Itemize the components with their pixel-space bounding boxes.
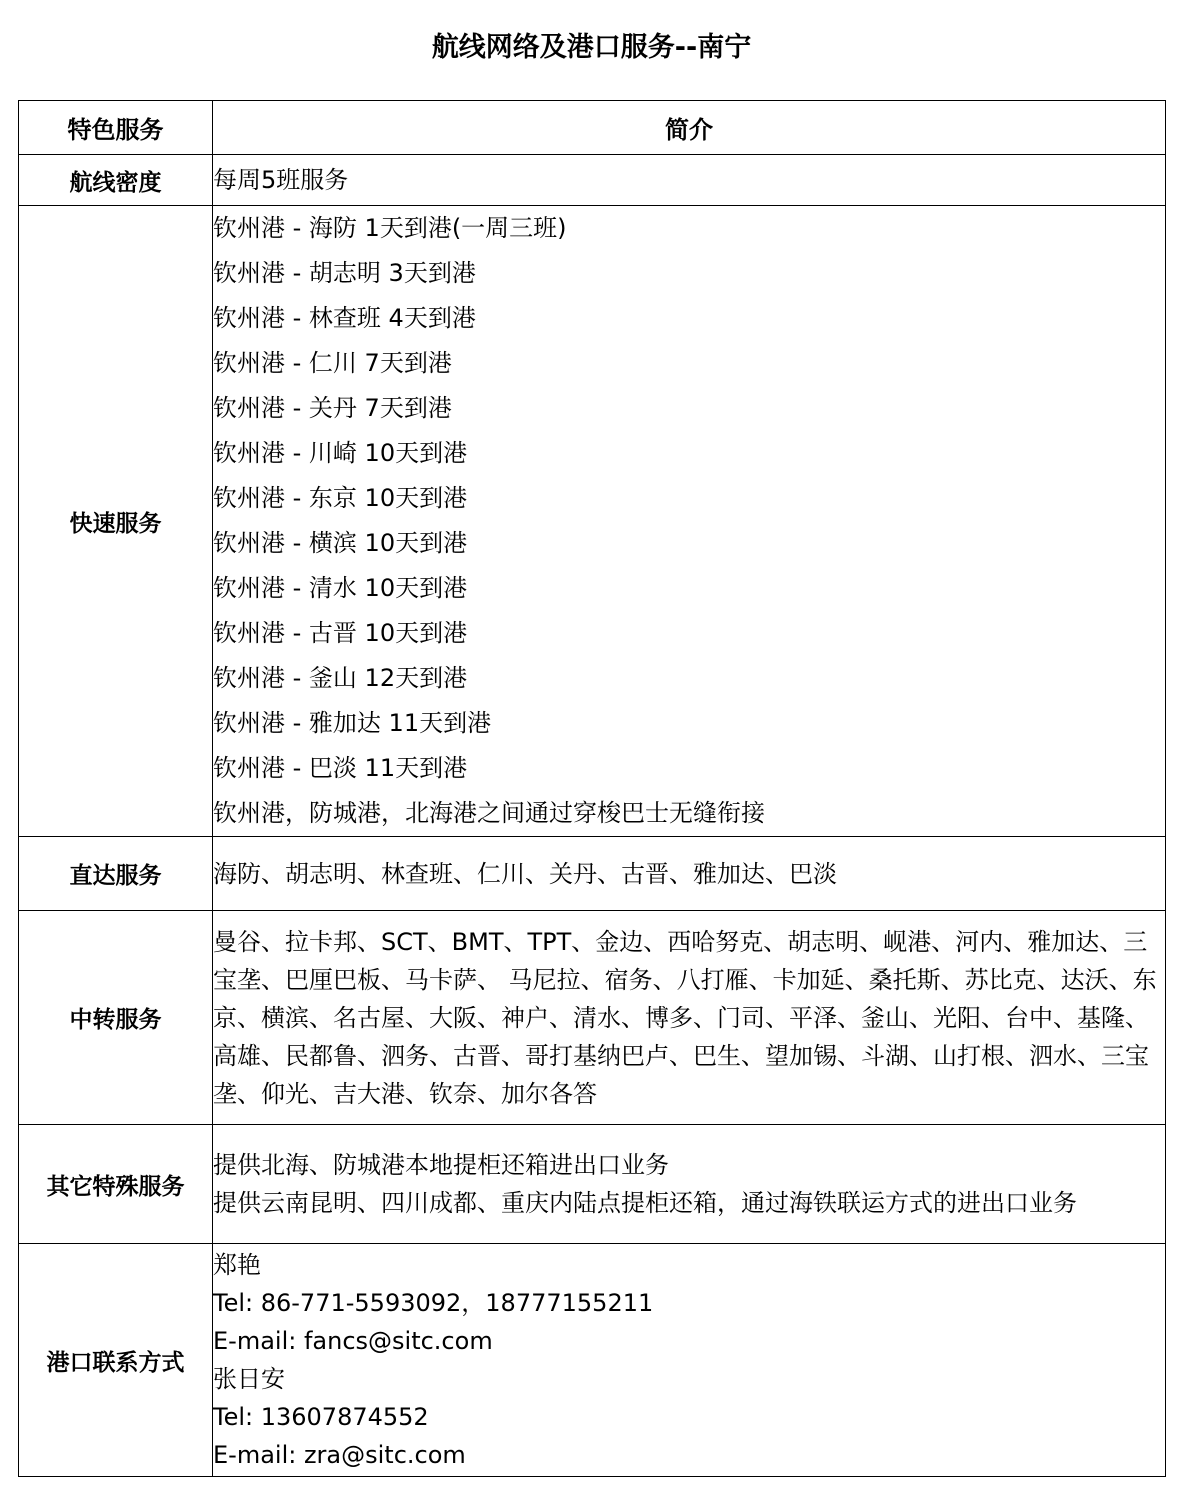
row-label-direct: 直达服务 (19, 837, 213, 911)
fast-route-line: 钦州港 - 川崎 10天到港 (213, 439, 468, 467)
table-row-density (19, 155, 1166, 206)
row-content-contact (213, 1244, 1166, 1477)
header-feature-service: 特色服务 (19, 101, 213, 155)
table-row-other (19, 1125, 1166, 1244)
fast-route-line: 钦州港 - 关丹 7天到港 (213, 394, 452, 422)
table-row-transfer (19, 911, 1166, 1125)
fast-route-line: 钦州港 - 横滨 10天到港 (213, 529, 468, 557)
contact-phone: Tel: 86-771-5593092，18777155211 (213, 1289, 654, 1317)
fast-route-line: 钦州港 - 雅加达 11天到港 (213, 709, 492, 737)
contact-phone: Tel: 13607874552 (213, 1403, 429, 1431)
row-label-transfer: 中转服务 (19, 911, 213, 1125)
other-service-line: 提供北海、防城港本地提柜还箱进出口业务 (213, 1151, 669, 1179)
fast-route-shuttle-note: 钦州港，防城港，北海港之间通过穿梭巴士无缝衔接 (213, 799, 765, 827)
fast-route-line: 钦州港 - 仁川 7天到港 (213, 349, 452, 377)
contact-email: E-mail: zra@sitc.com (213, 1441, 466, 1469)
table-header-row (19, 101, 1166, 155)
transfer-port-list: 曼谷、拉卡邦、SCT、BMT、TPT、金边、西哈努克、胡志明、岘港、河内、雅加达、三宝垄、巴厘巴板、马卡萨、 马尼拉、宿务、八打雁、卡加延、桑托斯、苏比克、达沃、东京、横滨、名古屋、大阪、神户、清水、博多、门司、平泽、釜山、光阳、台中、基隆、高雄、民都鲁、泗务、古晋、哥打基纳巴卢、巴生、望加锡、斗湖、山打根、泗水、三宝垄、仰光、吉大港、钦奈、加尔各答 (213, 927, 1157, 1108)
fast-route-line: 钦州港 - 海防 1天到港(一周三班) (213, 214, 567, 242)
row-content-transfer (213, 911, 1166, 1125)
fast-route-line: 钦州港 - 胡志明 3天到港 (213, 259, 476, 287)
row-content-other (213, 1125, 1166, 1244)
page-title: 航线网络及港口服务--南宁 (431, 32, 752, 63)
other-service-line: 提供云南昆明、四川成都、重庆内陆点提柜还箱，通过海铁联运方式的进出口业务 (213, 1189, 1077, 1217)
header-introduction: 简介 (213, 101, 1166, 155)
fast-route-line: 钦州港 - 釜山 12天到港 (213, 664, 468, 692)
fast-route-line: 钦州港 - 巴淡 11天到港 (213, 754, 468, 782)
contact-name: 郑艳 (213, 1251, 261, 1279)
row-content-fast (213, 206, 1166, 837)
row-content-density: 每周5班服务 (213, 155, 1166, 206)
row-label-fast: 快速服务 (19, 206, 213, 837)
fast-route-line: 钦州港 - 林查班 4天到港 (213, 304, 476, 332)
fast-route-line: 钦州港 - 东京 10天到港 (213, 484, 468, 512)
row-label-other: 其它特殊服务 (19, 1125, 213, 1244)
row-label-density: 航线密度 (19, 155, 213, 206)
contact-name: 张日安 (213, 1365, 285, 1393)
contact-email: E-mail: fancs@sitc.com (213, 1327, 493, 1355)
service-table (18, 100, 1166, 1477)
row-content-direct: 海防、胡志明、林查班、仁川、关丹、古晋、雅加达、巴淡 (213, 837, 1166, 911)
fast-route-line: 钦州港 - 古晋 10天到港 (213, 619, 468, 647)
table-row-direct (19, 837, 1166, 911)
table-row-fast (19, 206, 1166, 837)
table-row-contact (19, 1244, 1166, 1477)
row-label-contact: 港口联系方式 (19, 1244, 213, 1477)
fast-route-line: 钦州港 - 清水 10天到港 (213, 574, 468, 602)
